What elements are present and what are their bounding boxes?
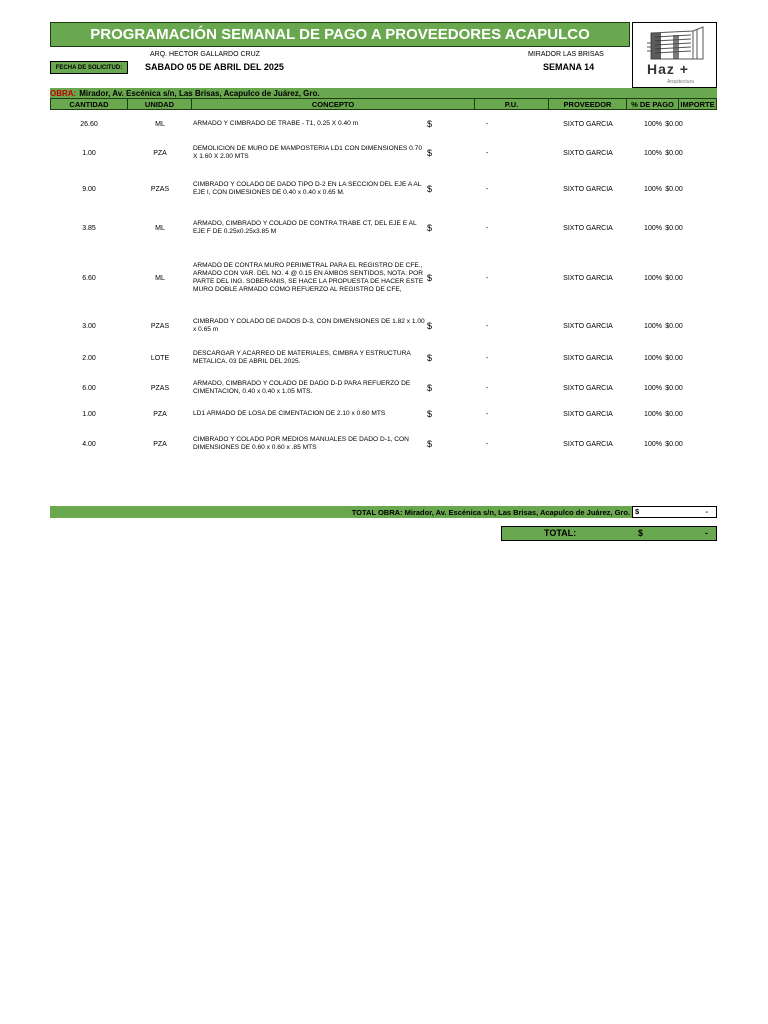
cell-pago: 100% (644, 322, 662, 330)
table-row (50, 406, 717, 422)
cell-pu: - (486, 120, 489, 128)
total-obra-value: - (705, 507, 708, 516)
cell-unidad: PZA (153, 410, 167, 418)
grand-total-row (501, 526, 717, 541)
cell-importe: $0.00 (665, 149, 683, 157)
obra-label: OBRA: (50, 88, 77, 98)
cell-pu-dollar: $ (427, 353, 433, 363)
cell-concepto: ARMADO, CIMBRADO Y COLADO DE DADO D-D PARA REFUERZO DE CIMENTACION, 0.40 x 0.40 x 1.05 MTS. (193, 380, 411, 395)
cell-cantidad: 3.00 (82, 322, 96, 330)
cell-cantidad: 6.60 (82, 274, 96, 282)
total-obra-dollar: $ (635, 507, 640, 516)
table-row (50, 434, 717, 454)
table-row (50, 316, 717, 336)
cell-proveedor: SIXTO GARCIA (563, 410, 613, 418)
cell-pago: 100% (644, 274, 662, 282)
cell-concepto: CIMBRADO Y COLADO DE DADO TIPO D-2 EN LA SECCION DEL EJE A AL EJE I, CON DIMESIONES DE 0.40 x 0.40 x 0.65 M. (193, 181, 422, 196)
cell-concepto: CIMBRADO Y COLADO POR MEDIOS MANUALES DE DADO D-1, CON DIMENSIONES DE 0.60 x 0.60 x .85 MTS (193, 436, 409, 451)
cell-unidad: PZAS (150, 322, 170, 330)
cell-importe: $0.00 (665, 440, 683, 448)
cell-pu: - (486, 354, 489, 362)
grand-total-value: - (705, 528, 708, 538)
building-logo-icon (633, 23, 716, 87)
cell-cantidad: 9.00 (82, 185, 96, 193)
cell-pu: - (486, 410, 489, 418)
table-row (50, 116, 717, 132)
cell-proveedor: SIXTO GARCIA (563, 149, 613, 157)
cell-pago: 100% (644, 440, 662, 448)
cell-proveedor: SIXTO GARCIA (563, 440, 613, 448)
table-row (50, 254, 717, 302)
cell-pu: - (486, 322, 489, 330)
column-header-concepto: CONCEPTO (192, 98, 475, 110)
cell-importe: $0.00 (665, 120, 683, 128)
cell-pu-dollar: $ (427, 439, 433, 449)
table-row (50, 178, 717, 200)
fecha-value: SABADO 05 DE ABRIL DEL 2025 (145, 62, 284, 72)
cell-concepto: DESCARGAR Y ACARREO DE MATERIALES, CIMBRA Y ESTRUCTURA METALICA. 03 DE ABRIL DEL 2025. (193, 350, 411, 365)
cell-pu: - (486, 224, 489, 232)
total-obra-label: TOTAL OBRA: Mirador, Av. Escénica s/n, Las Brisas, Acapulco de Juárez, Gro. (351, 507, 630, 517)
project-name: MIRADOR LAS BRISAS (528, 51, 604, 58)
obra-value: Mirador, Av. Escénica s/n, Las Brisas, Acapulco de Juárez, Gro. (79, 88, 320, 98)
cell-concepto: ARMADO DE CONTRA MURO PERIMETRAL PARA EL REGISTRO DE CFE., ARMADO CON VAR. DEL NO. 4 @ 0.15 EN AMBOS SENTIDOS, NOTA: POR PARTE DEL ING. SOBERANIS, SE HACE LA PROPUESTA DE HACER ESTE MURO DOBLE ARMADO COMO REFUERZO AL REGISTRO DE CFE, (193, 262, 424, 293)
page-title: PROGRAMACIÓN SEMANAL DE PAGO A PROVEEDORES ACAPULCO (50, 22, 630, 47)
cell-concepto: ARMADO, CIMBRADO Y COLADO DE CONTRA TRABE CT, DEL EJE E AL EJE F DE 0.25x0.25x3.85 M (193, 220, 417, 235)
cell-pu: - (486, 149, 489, 157)
cell-unidad: LOTE (150, 354, 170, 362)
cell-cantidad: 3.85 (82, 224, 96, 232)
week-label: SEMANA 14 (543, 62, 595, 72)
cell-unidad: ML (155, 120, 165, 128)
cell-proveedor: SIXTO GARCIA (563, 354, 613, 362)
company-logo (632, 22, 717, 88)
column-header-unidad: UNIDAD (128, 98, 192, 110)
cell-proveedor: SIXTO GARCIA (563, 224, 613, 232)
cell-pu-dollar: $ (427, 273, 433, 283)
column-header-proveedor: PROVEEDOR (549, 98, 627, 110)
cell-unidad: PZA (153, 149, 167, 157)
cell-concepto: DEMOLICION DE MURO DE MAMPOSTERIA LD1 CON DIMENSIONES 0.70 X 1.60 X 2.00 MTS (193, 145, 422, 160)
total-obra-row (50, 506, 717, 518)
cell-pago: 100% (644, 120, 662, 128)
cell-proveedor: SIXTO GARCIA (563, 384, 613, 392)
cell-pu: - (486, 185, 489, 193)
cell-unidad: ML (155, 224, 165, 232)
table-row (50, 378, 717, 398)
cell-importe: $0.00 (665, 224, 683, 232)
cell-pu-dollar: $ (427, 409, 433, 419)
table-row (50, 348, 717, 368)
cell-unidad: PZAS (150, 185, 170, 193)
cell-importe: $0.00 (665, 354, 683, 362)
cell-cantidad: 2.00 (82, 354, 96, 362)
cell-importe: $0.00 (665, 274, 683, 282)
logo-subtext: Arquitectura (667, 79, 694, 85)
column-header-cantidad: CANTIDAD (50, 98, 128, 110)
total-obra-value-box (632, 506, 717, 518)
cell-importe: $0.00 (665, 410, 683, 418)
cell-proveedor: SIXTO GARCIA (563, 120, 613, 128)
column-header-importe: IMPORTE (679, 98, 717, 110)
cell-proveedor: SIXTO GARCIA (563, 322, 613, 330)
cell-cantidad: 1.00 (82, 149, 96, 157)
column-header-pago: % DE PAGO (627, 98, 679, 110)
cell-concepto: ARMADO Y CIMBRADO DE TRABE - T1, 0.25 X 0.40 m (193, 120, 359, 127)
cell-cantidad: 4.00 (82, 440, 96, 448)
cell-pu-dollar: $ (427, 321, 433, 331)
table-header (50, 98, 717, 110)
cell-cantidad: 1.00 (82, 410, 96, 418)
grand-total-label: TOTAL: (544, 528, 577, 538)
obra-bar (50, 88, 717, 98)
cell-pu-dollar: $ (427, 184, 433, 194)
cell-cantidad: 26.60 (80, 120, 98, 128)
cell-proveedor: SIXTO GARCIA (563, 274, 613, 282)
cell-pu-dollar: $ (427, 119, 433, 129)
cell-importe: $0.00 (665, 322, 683, 330)
table-row (50, 142, 717, 164)
cell-cantidad: 6.00 (82, 384, 96, 392)
cell-pu-dollar: $ (427, 148, 433, 158)
fecha-label: FECHA DE SOLICITUD: (50, 61, 128, 74)
cell-pago: 100% (644, 384, 662, 392)
cell-pago: 100% (644, 410, 662, 418)
cell-pu: - (486, 440, 489, 448)
cell-pu-dollar: $ (427, 223, 433, 233)
cell-unidad: ML (155, 274, 165, 282)
table-row (50, 218, 717, 238)
cell-concepto: LD1 ARMADO DE LOSA DE CIMENTACION DE 2.10 x 0.60 MTS (193, 410, 386, 417)
cell-pago: 100% (644, 149, 662, 157)
cell-pago: 100% (644, 354, 662, 362)
grand-total-dollar: $ (638, 528, 644, 538)
cell-proveedor: SIXTO GARCIA (563, 185, 613, 193)
cell-concepto: CIMBRADO Y COLADO DE DADOS D-3, CON DIMENSIONES DE 1.82 x 1.00 x 0.65 m (193, 318, 425, 333)
cell-pago: 100% (644, 224, 662, 232)
cell-importe: $0.00 (665, 384, 683, 392)
cell-unidad: PZAS (150, 384, 170, 392)
cell-unidad: PZA (153, 440, 167, 448)
cell-pu: - (486, 274, 489, 282)
cell-pu-dollar: $ (427, 383, 433, 393)
architect-name: ARQ. HECTOR GALLARDO CRUZ (150, 51, 260, 58)
logo-text: Haz + (647, 61, 689, 77)
cell-importe: $0.00 (665, 185, 683, 193)
column-header-pu: P.U. (475, 98, 549, 110)
cell-pu: - (486, 384, 489, 392)
cell-pago: 100% (644, 185, 662, 193)
